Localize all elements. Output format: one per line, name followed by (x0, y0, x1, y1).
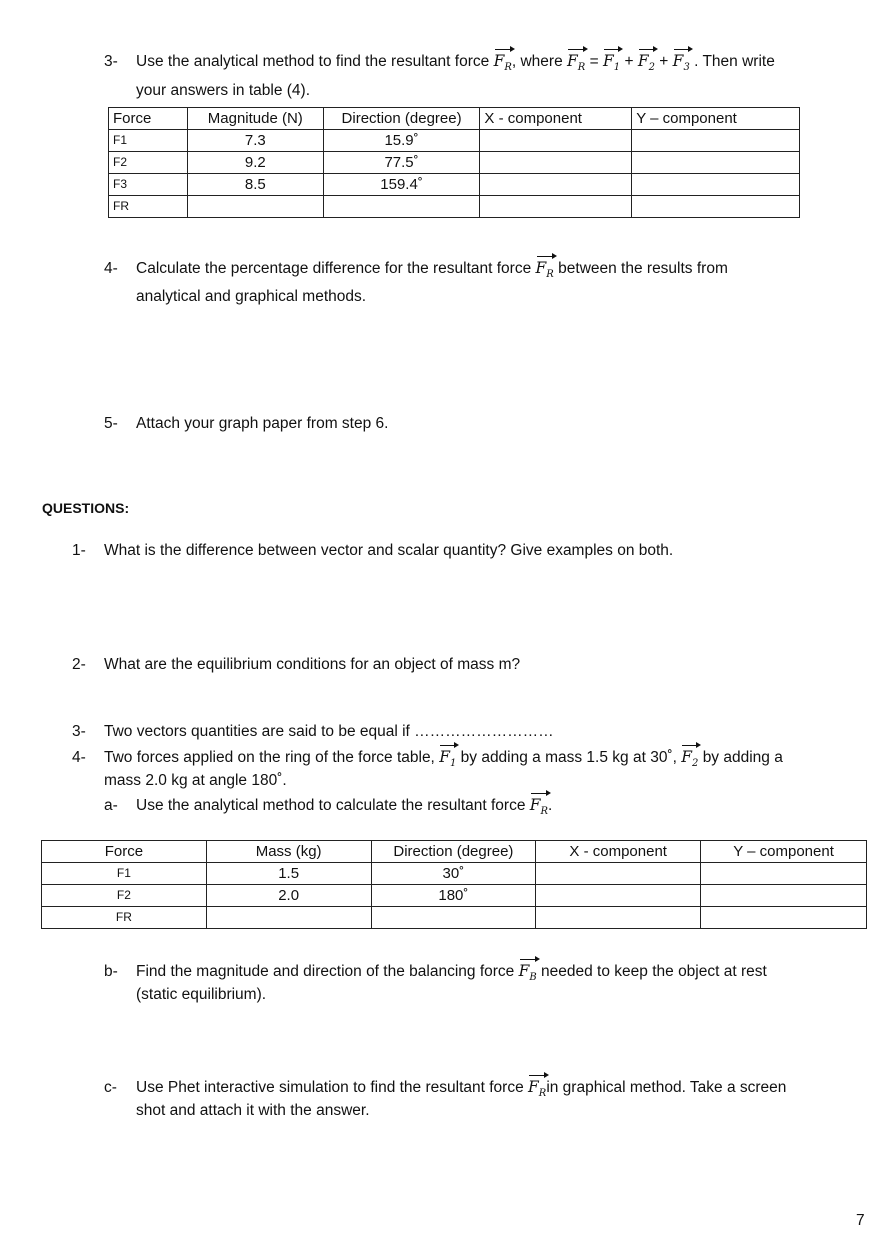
x-component-cell[interactable] (536, 907, 701, 929)
table-4 (108, 107, 800, 218)
table-row (109, 196, 800, 218)
step-4-line-2: analytical and graphical methods. (136, 288, 367, 305)
question-4a-text-a: Use the analytical method to calculate the resultant force (136, 797, 526, 814)
x-component-cell[interactable] (536, 885, 701, 907)
x-component-cell[interactable] (480, 130, 632, 152)
question-1-number: 1- (72, 542, 86, 559)
plus-sign: + (659, 53, 669, 70)
y-component-cell[interactable] (632, 196, 800, 218)
y-component-cell[interactable] (632, 152, 800, 174)
question-4a-text (136, 794, 552, 823)
equals-sign: = (589, 53, 599, 70)
magnitude-cell: 7.3 (187, 130, 323, 152)
force-cell: F1 (42, 863, 207, 885)
question-4c-line-2: shot and attach it with the answer. (136, 1102, 370, 1119)
question-3-number: 3- (72, 723, 86, 740)
question-4-line-2: mass 2.0 kg at angle 180˚. (104, 772, 287, 789)
direction-cell[interactable] (371, 907, 536, 929)
y-component-cell[interactable] (632, 130, 800, 152)
force-cell: F2 (42, 885, 207, 907)
force-cell: FR (42, 907, 207, 929)
table-4-header-row (109, 108, 800, 130)
vector-fr: $F_R$ (494, 50, 512, 79)
force-cell: F2 (109, 152, 188, 174)
question-4b-line-2: (static equilibrium). (136, 986, 267, 1003)
step-3-line-2: your answers in table (4). (136, 82, 311, 99)
vector-fr: $F_R$ (567, 50, 585, 79)
question-4-text-c: by adding a (702, 749, 783, 766)
question-4c-number: c- (104, 1079, 117, 1096)
table-row (109, 174, 800, 196)
question-2-number: 2- (72, 656, 86, 673)
step-5-text: Attach your graph paper from step 6. (136, 415, 389, 432)
x-component-cell[interactable] (480, 196, 632, 218)
direction-cell: 180˚ (371, 885, 536, 907)
step-3-text (136, 50, 775, 79)
step-3-text-c: . Then write (694, 53, 775, 70)
step-4-text-b: between the results from (558, 260, 728, 277)
mass-cell[interactable] (206, 907, 371, 929)
question-4b-number: b- (104, 963, 118, 980)
header-y-component: Y – component (632, 108, 800, 130)
table-5 (41, 840, 867, 929)
questions-heading: QUESTIONS: (42, 500, 130, 516)
header-force: Force (109, 108, 188, 130)
question-4c-text-b: in graphical method. Take a screen (546, 1079, 787, 1096)
header-x-component: X - component (536, 841, 701, 863)
x-component-cell[interactable] (480, 152, 632, 174)
table-row (109, 130, 800, 152)
magnitude-cell: 8.5 (187, 174, 323, 196)
y-component-cell[interactable] (632, 174, 800, 196)
step-4-text (136, 257, 728, 286)
direction-cell[interactable] (323, 196, 480, 218)
header-x-component: X - component (480, 108, 632, 130)
vector-f3: $F_3$ (673, 50, 690, 79)
question-4-number: 4- (72, 749, 86, 766)
table-row (42, 863, 867, 885)
question-4-text-a: Two forces applied on the ring of the force table, (104, 749, 435, 766)
table-row (109, 152, 800, 174)
table-row (42, 885, 867, 907)
question-4a-end: . (548, 797, 553, 814)
question-4a-number: a- (104, 797, 118, 814)
vector-fr: $F_R$ (530, 794, 548, 823)
step-5-number: 5- (104, 415, 118, 432)
x-component-cell[interactable] (480, 174, 632, 196)
direction-cell: 30˚ (371, 863, 536, 885)
y-component-cell[interactable] (701, 907, 867, 929)
vector-f1: $F_1$ (439, 746, 456, 775)
magnitude-cell[interactable] (187, 196, 323, 218)
force-cell: FR (109, 196, 188, 218)
question-2-text: What are the equilibrium conditions for an object of mass m? (104, 656, 521, 673)
header-force: Force (42, 841, 207, 863)
header-magnitude: Magnitude (N) (187, 108, 323, 130)
y-component-cell[interactable] (701, 863, 867, 885)
vector-f2: $F_2$ (681, 746, 698, 775)
table-5-header-row (42, 841, 867, 863)
force-cell: F3 (109, 174, 188, 196)
plus-sign: + (624, 53, 634, 70)
vector-f2: $F_2$ (638, 50, 655, 79)
x-component-cell[interactable] (536, 863, 701, 885)
step-3-text-b: , where (511, 53, 563, 70)
direction-cell: 77.5˚ (323, 152, 480, 174)
step-4-text-a: Calculate the percentage difference for the resultant force (136, 260, 532, 277)
magnitude-cell: 9.2 (187, 152, 323, 174)
mass-cell: 2.0 (206, 885, 371, 907)
header-direction: Direction (degree) (371, 841, 536, 863)
header-y-component: Y – component (701, 841, 867, 863)
step-4-number: 4- (104, 260, 118, 277)
vector-fr: $F_R$ (536, 257, 554, 286)
y-component-cell[interactable] (701, 885, 867, 907)
page-number: 7 (856, 1212, 865, 1229)
header-mass: Mass (kg) (206, 841, 371, 863)
question-4-text-b: by adding a mass 1.5 kg at 30˚, (460, 749, 677, 766)
question-4b-text-a: Find the magnitude and direction of the balancing force (136, 963, 515, 980)
step-3-number: 3- (104, 53, 118, 70)
force-cell: F1 (109, 130, 188, 152)
vector-fr: $F_R$ (528, 1076, 546, 1105)
header-direction: Direction (degree) (323, 108, 480, 130)
vector-f1: $F_1$ (603, 50, 620, 79)
question-3-text: Two vectors quantities are said to be equal if ……………………… (104, 723, 554, 740)
vector-fb: $F_B$ (519, 960, 537, 989)
direction-cell: 159.4˚ (323, 174, 480, 196)
step-3-text-a: Use the analytical method to find the resultant force (136, 53, 490, 70)
table-row (42, 907, 867, 929)
question-4c-text-a: Use Phet interactive simulation to find the resultant force (136, 1079, 524, 1096)
direction-cell: 15.9˚ (323, 130, 480, 152)
question-4b-text-b: needed to keep the object at rest (541, 963, 767, 980)
question-1-text: What is the difference between vector and scalar quantity? Give examples on both. (104, 542, 674, 559)
mass-cell: 1.5 (206, 863, 371, 885)
